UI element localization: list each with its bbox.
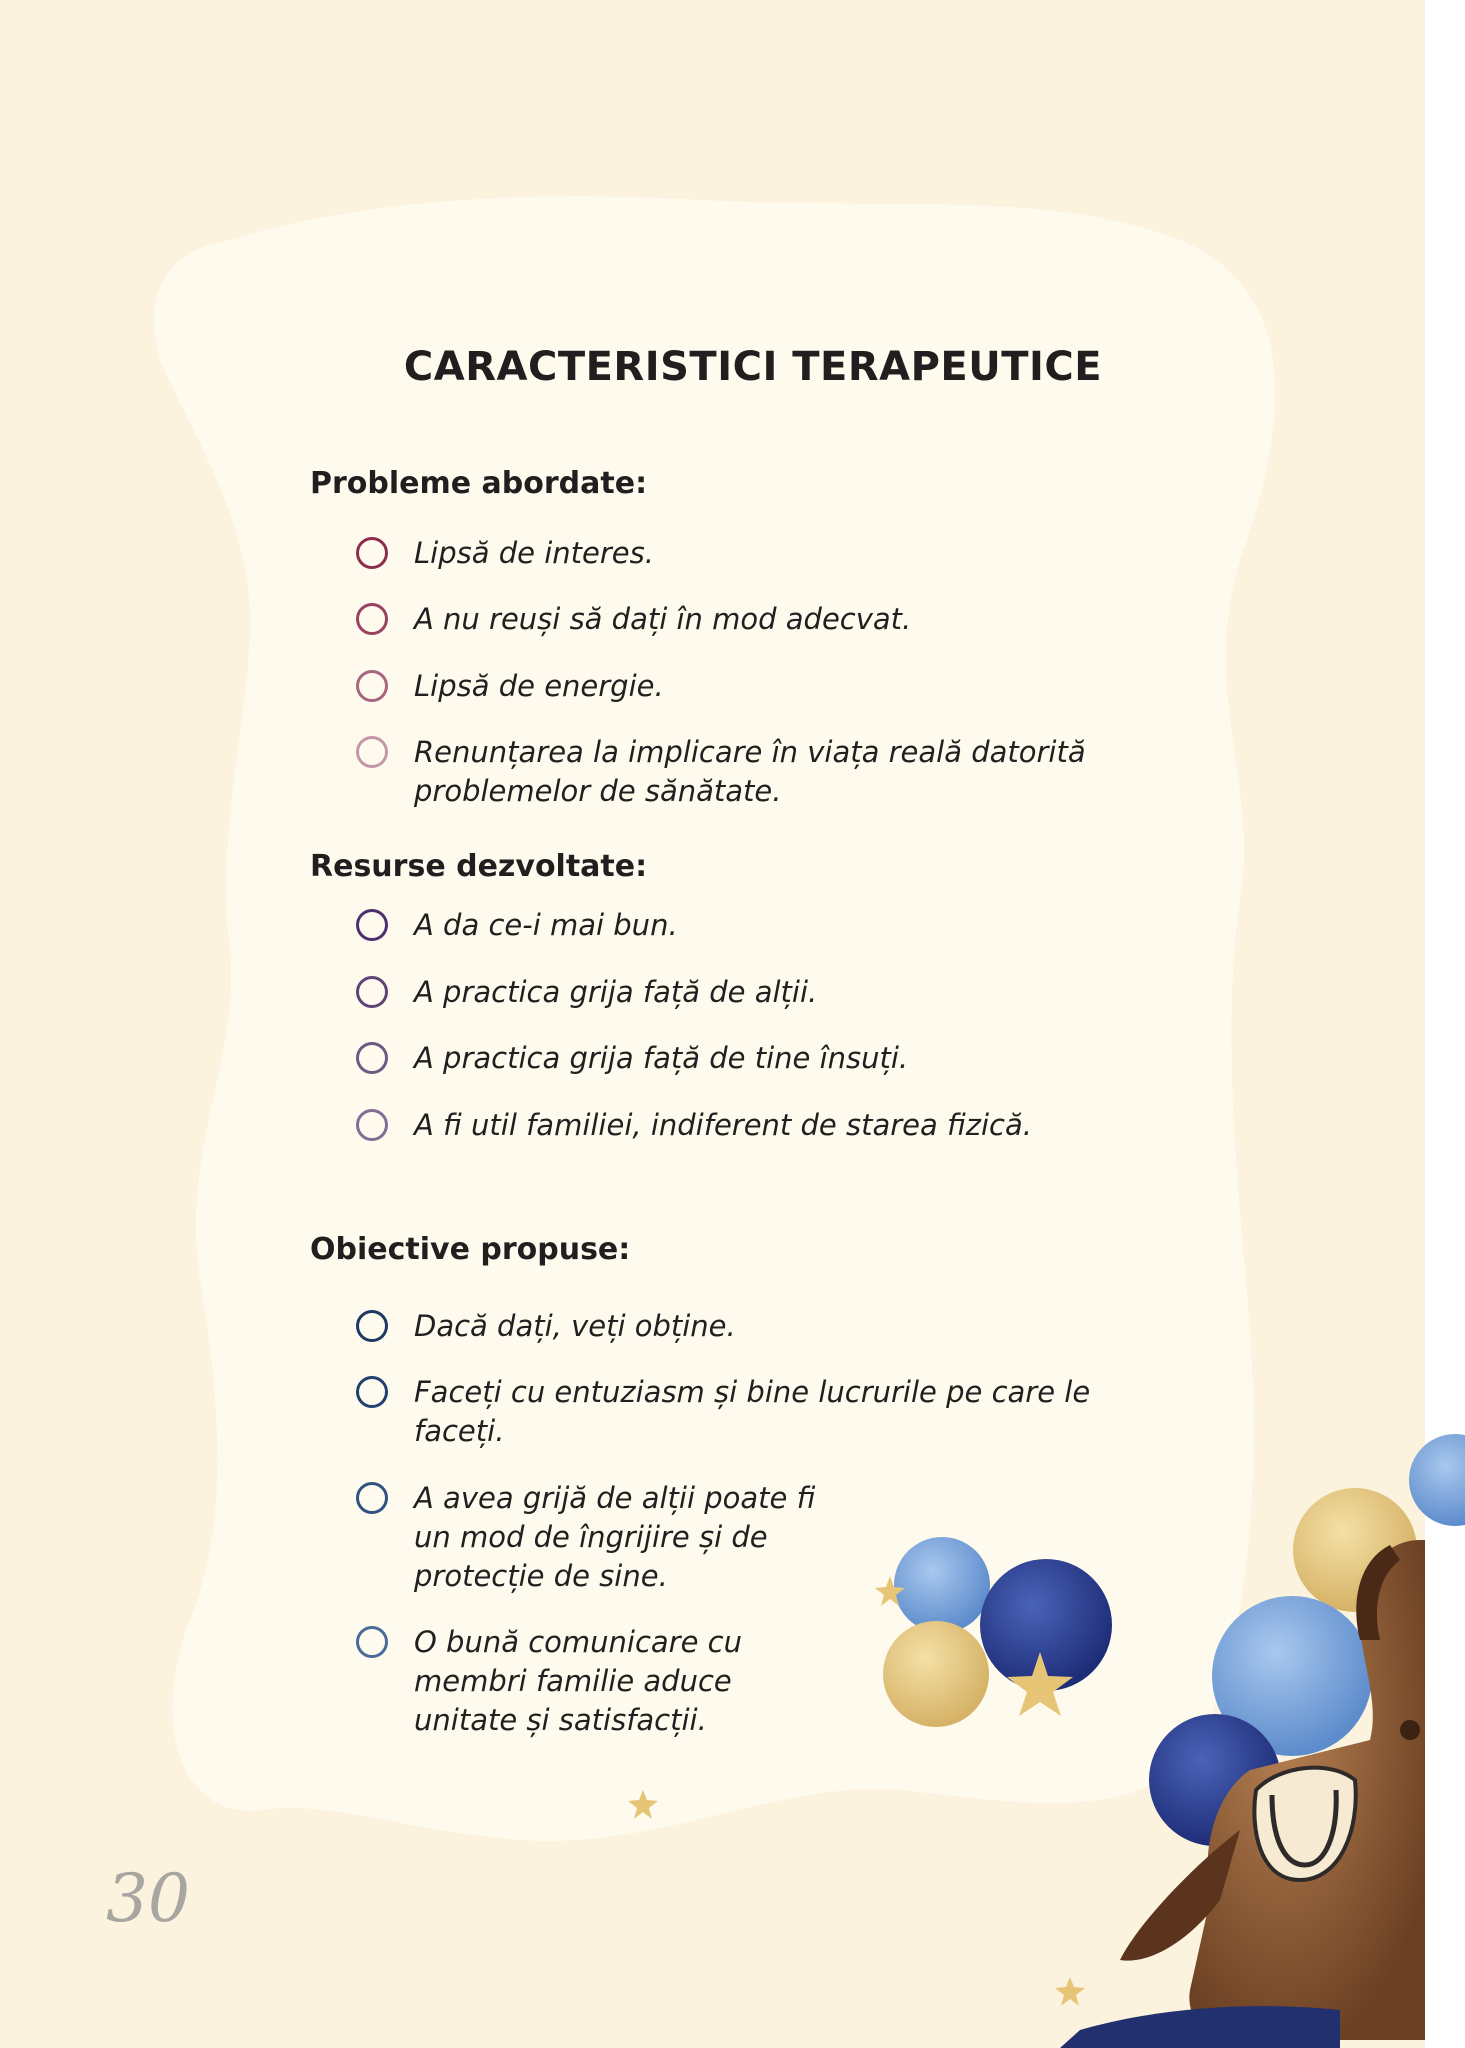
list-item-text: Renunțarea la implicare în viața reală datorită problemelor de sănătate. [414, 735, 1086, 808]
circle-bullet-icon [356, 1042, 388, 1074]
circle-bullet-icon [356, 603, 388, 635]
section-heading-problems: Probleme abordate: [310, 466, 648, 501]
circle-bullet-icon [356, 537, 388, 569]
circle-bullet-icon [356, 736, 388, 768]
list-item-text: Faceți cu entuziasm și bine lucrurile pe care le faceți. [414, 1375, 1091, 1448]
circle-bullet-icon [356, 1310, 388, 1342]
circle-bullet-icon [356, 670, 388, 702]
list-item-text: A fi util familiei, indiferent de starea fizică. [414, 1108, 1032, 1142]
list-item-text: O bună comunicare cu membri familie aduce unitate și satisfacții. [414, 1625, 742, 1737]
list-item-text: A avea grijă de alții poate fi un mod de îngrijire și de protecție de sine. [414, 1481, 816, 1593]
list-item-text: A da ce-i mai bun. [414, 908, 678, 942]
circle-bullet-icon [356, 1626, 388, 1658]
page-number: 30 [106, 1860, 190, 1937]
circle-bullet-icon [356, 1376, 388, 1408]
page-title: CARACTERISTICI TERAPEUTICE [403, 344, 1103, 390]
list-item-text: A practica grija față de alții. [414, 975, 818, 1009]
circle-bullet-icon [356, 1482, 388, 1514]
list-item-text: A nu reuși să dați în mod adecvat. [414, 602, 912, 636]
section-heading-objectives: Obiective propuse: [310, 1232, 631, 1267]
list-item-text: Dacă dați, veți obține. [414, 1309, 736, 1343]
list-item-text: A practica grija față de tine însuți. [414, 1041, 909, 1075]
list-item-text: Lipsă de energie. [414, 669, 664, 703]
section-heading-resources: Resurse dezvoltate: [310, 849, 648, 884]
circle-bullet-icon [356, 1109, 388, 1141]
circle-bullet-icon [356, 976, 388, 1008]
circle-bullet-icon [356, 909, 388, 941]
list-item-text: Lipsă de interes. [414, 536, 654, 570]
